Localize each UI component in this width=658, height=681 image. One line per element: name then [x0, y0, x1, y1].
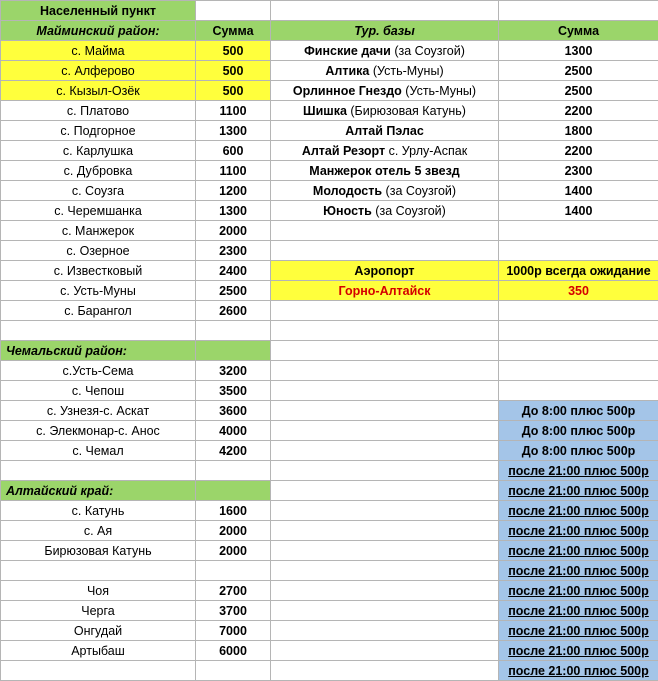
locality-cell: с. Чемал: [1, 441, 196, 461]
locality-cell: с. Соузга: [1, 181, 196, 201]
base-price-cell: 1800: [499, 121, 658, 141]
locality-cell: с. Барангол: [1, 301, 196, 321]
base-cell: [271, 261, 499, 281]
locality-cell: с. Алферово: [1, 61, 196, 81]
locality-cell: Алтайский край:: [1, 481, 196, 501]
base-cell: [271, 521, 499, 541]
base-name: Аэропорт: [354, 263, 415, 278]
region-maima-header: Майминский район:: [1, 21, 196, 41]
base-price-cell: после 21:00 плюс 500р: [499, 641, 658, 661]
sum2-header: Сумма: [499, 21, 658, 41]
locality-cell: с. Ая: [1, 521, 196, 541]
locality-price-cell: 6000: [196, 641, 271, 661]
locality-cell: Бирюзовая Катунь: [1, 541, 196, 561]
base-price-cell: [499, 321, 658, 341]
locality-cell: Чемальский район:: [1, 341, 196, 361]
locality-price-cell: 3200: [196, 361, 271, 381]
locality-price-cell: 7000: [196, 621, 271, 641]
locality-price-cell: 2000: [196, 221, 271, 241]
base-price-cell: 2500: [499, 81, 658, 101]
table-row: [1, 261, 658, 281]
table-row: [1, 441, 658, 461]
locality-cell: с. Элекмонар-с. Анос: [1, 421, 196, 441]
base-location: (за Соузгой): [382, 183, 457, 198]
locality-cell: [1, 661, 196, 681]
locality-price-cell: 500: [196, 61, 271, 81]
base-cell: [271, 501, 499, 521]
locality-price-cell: 1100: [196, 161, 271, 181]
base-cell: [271, 661, 499, 681]
base-cell: [271, 181, 499, 201]
locality-price-cell: 2300: [196, 241, 271, 261]
table-row: [1, 81, 658, 101]
table-row: [1, 241, 658, 261]
table-row: [1, 161, 658, 181]
base-price-cell: 1300: [499, 41, 658, 61]
locality-cell: с.Усть-Сема: [1, 361, 196, 381]
locality-cell: с. Платово: [1, 101, 196, 121]
locality-price-cell: 2000: [196, 521, 271, 541]
base-price-cell: после 21:00 плюс 500р: [499, 501, 658, 521]
base-cell: [271, 221, 499, 241]
table-row: [1, 541, 658, 561]
locality-cell: с. Усть-Муны: [1, 281, 196, 301]
table-row: [1, 361, 658, 381]
base-cell: [271, 641, 499, 661]
base-price-cell: после 21:00 плюс 500р: [499, 581, 658, 601]
locality-cell: с. Чепош: [1, 381, 196, 401]
locality-price-cell: 3700: [196, 601, 271, 621]
base-price-cell: 1400: [499, 181, 658, 201]
locality-cell: Черга: [1, 601, 196, 621]
base-price-cell: [499, 341, 658, 361]
table-row: [1, 641, 658, 661]
base-cell: [271, 381, 499, 401]
base-price-cell: после 21:00 плюс 500р: [499, 461, 658, 481]
table-row: [1, 621, 658, 641]
table-row: [1, 101, 658, 121]
base-name: Юность: [323, 203, 372, 218]
base-cell: [271, 541, 499, 561]
locality-cell: с. Озерное: [1, 241, 196, 261]
locality-cell: с. Черемшанка: [1, 201, 196, 221]
base-cell: [271, 121, 499, 141]
header-row-1: [1, 1, 658, 21]
locality-price-cell: 1600: [196, 501, 271, 521]
locality-cell: с. Кызыл-Озёк: [1, 81, 196, 101]
base-location: (за Соузгой): [371, 203, 446, 218]
locality-cell: с. Подгорное: [1, 121, 196, 141]
locality-cell: Чоя: [1, 581, 196, 601]
base-location: (Усть-Муны): [369, 63, 444, 78]
table-row: [1, 661, 658, 681]
base-location: (Усть-Муны): [401, 83, 477, 98]
table-row: [1, 601, 658, 621]
base-cell: [271, 81, 499, 101]
base-price-cell: 2200: [499, 101, 658, 121]
base-name: Шишка: [303, 103, 347, 118]
locality-cell: с. Известковый: [1, 261, 196, 281]
locality-cell: с. Катунь: [1, 501, 196, 521]
base-price-cell: 2500: [499, 61, 658, 81]
locality-cell: Онгудай: [1, 621, 196, 641]
locality-price-cell: 2400: [196, 261, 271, 281]
locality-price-cell: 1100: [196, 101, 271, 121]
base-cell: [271, 401, 499, 421]
sum-header: Сумма: [196, 21, 271, 41]
table-row: [1, 121, 658, 141]
base-price-cell: после 21:00 плюс 500р: [499, 601, 658, 621]
base-cell: [271, 301, 499, 321]
locality-header: Населенный пункт: [1, 1, 196, 21]
bases-header: Тур. базы: [271, 21, 499, 41]
base-cell: [271, 281, 499, 301]
table-row: [1, 341, 658, 361]
locality-price-cell: [196, 461, 271, 481]
base-location: с. Урлу-Аспак: [385, 143, 468, 158]
table-row: [1, 281, 658, 301]
locality-price-cell: [196, 341, 271, 361]
base-name: Манжерок отель 5 звезд: [309, 163, 460, 178]
locality-price-cell: [196, 661, 271, 681]
base-cell: [271, 241, 499, 261]
base-price-cell: [499, 221, 658, 241]
table-row: [1, 581, 658, 601]
base-price-cell: [499, 301, 658, 321]
base-price-cell: после 21:00 плюс 500р: [499, 481, 658, 501]
base-price-cell: 1000р всегда ожидание: [499, 261, 658, 281]
base-cell: [271, 481, 499, 501]
base-cell: [271, 441, 499, 461]
locality-price-cell: 3500: [196, 381, 271, 401]
base-price-cell: после 21:00 плюс 500р: [499, 541, 658, 561]
locality-price-cell: 500: [196, 41, 271, 61]
table-row: [1, 181, 658, 201]
base-cell: [271, 41, 499, 61]
table-row: [1, 321, 658, 341]
base-cell: [271, 161, 499, 181]
locality-cell: [1, 461, 196, 481]
table-row: [1, 481, 658, 501]
locality-price-cell: [196, 481, 271, 501]
locality-price-cell: 1300: [196, 201, 271, 221]
base-cell: [271, 461, 499, 481]
base-price-cell: [499, 361, 658, 381]
locality-price-cell: 4200: [196, 441, 271, 461]
base-cell: [271, 201, 499, 221]
base-price-cell: 350: [499, 281, 658, 301]
base-name: Молодость: [312, 183, 383, 198]
locality-cell: с. Дубровка: [1, 161, 196, 181]
base-cell: [271, 361, 499, 381]
locality-cell: Артыбаш: [1, 641, 196, 661]
base-price-cell: после 21:00 плюс 500р: [499, 621, 658, 641]
base-location: (Бирюзовая Катунь): [346, 103, 466, 118]
locality-price-cell: 1300: [196, 121, 271, 141]
base-cell: [271, 101, 499, 121]
base-cell: [271, 141, 499, 161]
table-row: [1, 301, 658, 321]
locality-cell: с. Майма: [1, 41, 196, 61]
table-row: [1, 141, 658, 161]
base-price-cell: после 21:00 плюс 500р: [499, 561, 658, 581]
base-cell: [271, 621, 499, 641]
table-row: [1, 561, 658, 581]
table-row: [1, 201, 658, 221]
table-row: [1, 521, 658, 541]
base-name: Алтай Пэлас: [345, 123, 424, 138]
base-cell: [271, 561, 499, 581]
locality-price-cell: 2000: [196, 541, 271, 561]
base-price-cell: [499, 381, 658, 401]
table-row: [1, 41, 658, 61]
locality-cell: с. Манжерок: [1, 221, 196, 241]
base-price-cell: До 8:00 плюс 500р: [499, 401, 658, 421]
base-cell: [271, 601, 499, 621]
base-name: Алтай Резорт: [301, 143, 386, 158]
base-location: (за Соузгой): [390, 43, 465, 58]
locality-cell: с. Узнезя-с. Аскат: [1, 401, 196, 421]
base-price-cell: 2300: [499, 161, 658, 181]
base-name: Орлинное Гнездо: [292, 83, 402, 98]
locality-cell: [1, 561, 196, 581]
base-cell: [271, 581, 499, 601]
locality-cell: [1, 321, 196, 341]
table-row: [1, 421, 658, 441]
table-row: [1, 61, 658, 81]
table-row: [1, 401, 658, 421]
base-cell: [271, 61, 499, 81]
base-name: Алтика: [325, 63, 370, 78]
locality-price-cell: 2700: [196, 581, 271, 601]
table-row: [1, 381, 658, 401]
locality-price-cell: 3600: [196, 401, 271, 421]
table-row: [1, 461, 658, 481]
locality-price-cell: 4000: [196, 421, 271, 441]
locality-cell: с. Карлушка: [1, 141, 196, 161]
base-price-cell: [499, 241, 658, 261]
base-price-cell: 2200: [499, 141, 658, 161]
base-price-cell: До 8:00 плюс 500р: [499, 421, 658, 441]
base-price-cell: До 8:00 плюс 500р: [499, 441, 658, 461]
locality-price-cell: 600: [196, 141, 271, 161]
locality-price-cell: [196, 321, 271, 341]
base-cell: [271, 421, 499, 441]
table-row: [1, 221, 658, 241]
base-cell: [271, 321, 499, 341]
base-price-cell: после 21:00 плюс 500р: [499, 661, 658, 681]
base-name: Горно-Алтайск: [338, 283, 431, 298]
locality-price-cell: 2600: [196, 301, 271, 321]
locality-price-cell: 1200: [196, 181, 271, 201]
base-price-cell: 1400: [499, 201, 658, 221]
locality-price-cell: 500: [196, 81, 271, 101]
header-row-2: [1, 21, 658, 41]
base-price-cell: после 21:00 плюс 500р: [499, 521, 658, 541]
table-row: [1, 501, 658, 521]
locality-price-cell: 2500: [196, 281, 271, 301]
locality-price-cell: [196, 561, 271, 581]
base-name: Финские дачи: [304, 43, 391, 58]
base-cell: [271, 341, 499, 361]
